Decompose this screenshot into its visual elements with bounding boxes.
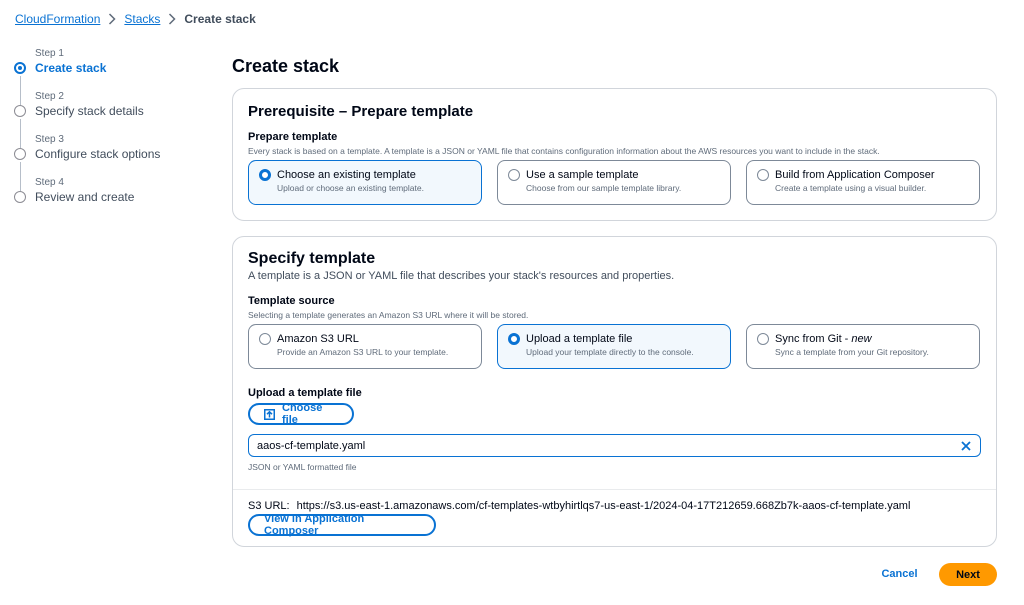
option-desc: Choose from our sample template library.	[526, 183, 682, 193]
step-pending-icon	[14, 148, 26, 160]
option-desc: Create a template using a visual builder.	[775, 183, 927, 193]
template-source-label: Template source	[248, 295, 335, 307]
source-upload-file[interactable]	[497, 324, 731, 369]
option-title: Use a sample template	[526, 169, 639, 181]
prerequisite-title: Prerequisite – Prepare template	[248, 103, 474, 120]
breadcrumb-current: Create stack	[184, 12, 256, 26]
step-label: Create stack	[35, 61, 107, 75]
next-button[interactable]: Next	[939, 563, 997, 586]
step-number: Step 2	[35, 91, 64, 102]
prerequisite-panel	[232, 88, 997, 221]
step-current-icon	[14, 62, 26, 74]
radio-unselected-icon	[259, 333, 271, 345]
source-sync-git[interactable]	[746, 324, 980, 369]
wizard-step-1[interactable]	[14, 48, 214, 91]
choose-file-button[interactable]	[248, 403, 354, 425]
upload-icon	[264, 409, 275, 420]
step-number: Step 3	[35, 134, 64, 145]
source-desc: Sync a template from your Git repository.	[775, 347, 929, 357]
prepare-template-desc: Every stack is based on a template. A template is a JSON or YAML file that contains configuration information about the AWS resources you want to include in the stack.	[248, 146, 880, 156]
source-title: Amazon S3 URL	[277, 333, 359, 345]
option-choose-existing[interactable]	[248, 160, 482, 205]
specify-template-title: Specify template	[248, 250, 376, 267]
specify-template-desc: A template is a JSON or YAML file that describes your stack's resources and properties.	[248, 270, 675, 282]
radio-selected-icon	[259, 169, 271, 181]
source-title: Sync from Git - new	[775, 333, 872, 345]
page-title: Create stack	[232, 56, 340, 76]
radio-selected-icon	[508, 333, 520, 345]
view-composer-button[interactable]	[248, 514, 436, 536]
radio-unselected-icon	[757, 169, 769, 181]
close-icon[interactable]	[960, 440, 972, 452]
step-pending-icon	[14, 191, 26, 203]
breadcrumb-cloudformation[interactable]: CloudFormation	[15, 12, 101, 26]
template-source-desc: Selecting a template generates an Amazon S3 URL where it will be stored.	[248, 310, 529, 320]
source-desc: Upload your template directly to the console.	[526, 347, 694, 357]
divider	[233, 489, 996, 490]
s3-url-row	[248, 500, 910, 512]
chevron-right-icon	[168, 13, 176, 25]
option-title: Choose an existing template	[277, 169, 416, 181]
source-title: Upload a template file	[526, 333, 633, 345]
new-badge: new	[851, 333, 872, 345]
prepare-template-label: Prepare template	[248, 131, 338, 143]
option-desc: Upload or choose an existing template.	[277, 183, 424, 193]
cancel-button[interactable]: Cancel	[881, 568, 918, 580]
selected-file-field[interactable]	[248, 434, 981, 457]
source-desc: Provide an Amazon S3 URL to your template.	[277, 347, 449, 357]
step-label: Configure stack options	[35, 147, 161, 161]
chevron-right-icon	[108, 13, 116, 25]
option-application-composer[interactable]	[746, 160, 980, 205]
wizard-step-3	[14, 134, 214, 177]
view-composer-label: View in Application Composer	[264, 513, 365, 537]
breadcrumb-stacks[interactable]: Stacks	[124, 12, 161, 26]
wizard-step-2	[14, 91, 214, 134]
file-hint: JSON or YAML formatted file	[248, 462, 357, 472]
step-label: Review and create	[35, 190, 135, 204]
s3-url-value: https://s3.us-east-1.amazonaws.com/cf-templates-wtbyhirtlqs7-us-east-1/2024-04-17T212659.668Zb7k-aaos-cf-template.yaml	[296, 500, 911, 512]
choose-file-label: Choose file	[282, 402, 323, 426]
step-pending-icon	[14, 105, 26, 117]
s3-url-label: S3 URL:	[248, 500, 290, 512]
breadcrumb	[15, 12, 256, 26]
step-label: Specify stack details	[35, 104, 144, 118]
radio-unselected-icon	[508, 169, 520, 181]
radio-unselected-icon	[757, 333, 769, 345]
option-sample-template[interactable]	[497, 160, 731, 205]
wizard-step-4	[14, 177, 214, 220]
specify-template-panel	[232, 236, 997, 547]
source-s3-url[interactable]	[248, 324, 482, 369]
step-number: Step 1	[35, 48, 64, 59]
option-title: Build from Application Composer	[775, 169, 935, 181]
wizard-steps	[14, 48, 214, 220]
upload-file-label: Upload a template file	[248, 387, 362, 399]
selected-file-name: aaos-cf-template.yaml	[257, 439, 366, 452]
step-number: Step 4	[35, 177, 64, 188]
